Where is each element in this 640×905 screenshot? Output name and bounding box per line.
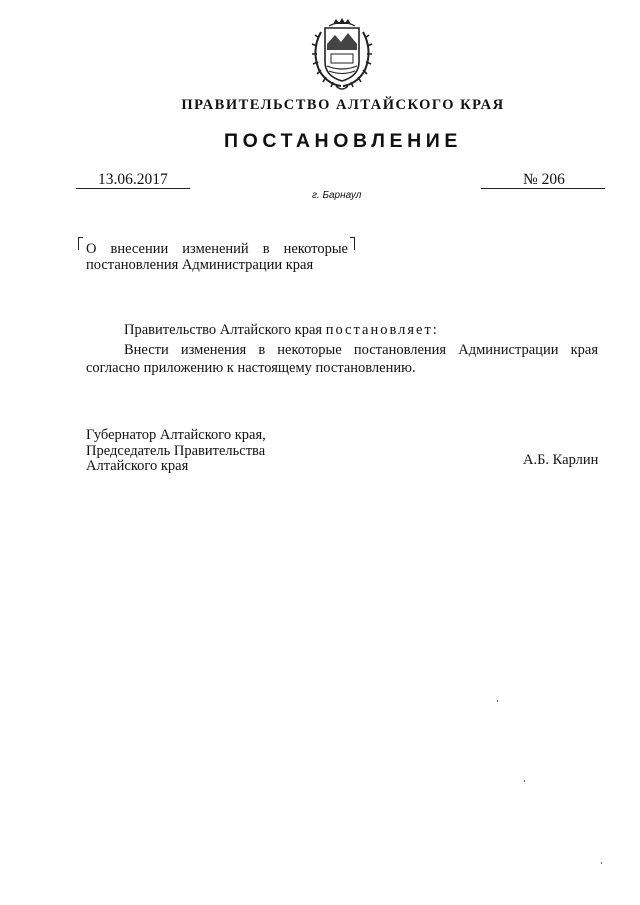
subject-line-2: постановления Администрации края (86, 257, 314, 273)
scan-speck (601, 862, 602, 864)
document-number: № 206 (523, 171, 565, 188)
signatory-title-line-2: Председатель Правительства (86, 442, 266, 459)
paragraph-line-2: согласно приложению к настоящему постановлению. (86, 360, 416, 376)
resolution-paragraph (86, 341, 598, 377)
paragraph-line-1: Внести изменения в некоторые постановления Администрации края (124, 342, 598, 358)
subject-corner-left (78, 237, 83, 250)
scan-speck (524, 780, 525, 782)
signatory-title-line-1: Губернатор Алтайского края, (86, 427, 266, 443)
number-underline (481, 188, 605, 189)
document-subject (86, 241, 348, 273)
signatory-title (86, 428, 266, 475)
preamble (124, 322, 439, 339)
altai-krai-coat-of-arms-icon (307, 18, 377, 94)
document-type-heading: ПОСТАНОВЛЕНИЕ (224, 130, 462, 152)
preamble-resolves: постановляет: (325, 322, 439, 338)
scan-speck (497, 700, 498, 702)
signatory-name: А.Б. Карлин (523, 452, 599, 468)
subject-line-1: О внесении изменений в некоторые (86, 241, 348, 257)
date-underline (76, 188, 190, 189)
signatory-title-line-3: Алтайского края (86, 458, 189, 474)
government-title: ПРАВИТЕЛЬСТВО АЛТАЙСКОГО КРАЯ (181, 97, 505, 113)
document-city: г. Барнаул (312, 190, 362, 201)
document-date: 13.06.2017 (98, 171, 168, 188)
subject-corner-right (350, 237, 355, 250)
preamble-lead: Правительство Алтайского края (124, 322, 326, 338)
